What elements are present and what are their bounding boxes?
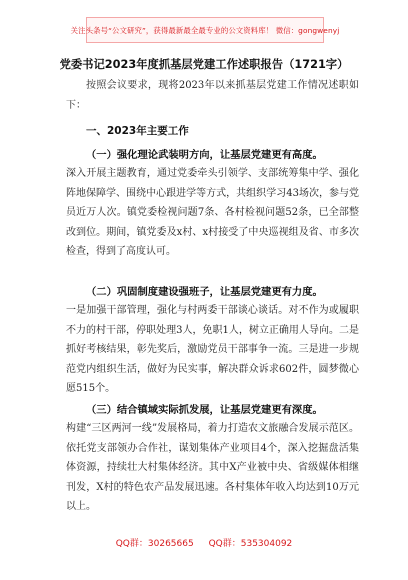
subsection-heading-3: （三）结合镇域实际抓发展，让基层党建更有深度。 — [86, 404, 323, 416]
promo-text: 关注头条号“公文研究”，获得最新最全最专业的公文资料库！ 微信：gongwenyj — [70, 25, 340, 35]
document-title: 党委书记2023年度抓基层党建工作述职报告（1721字） — [59, 58, 349, 71]
subsection-heading-2: （二）巩固制度建设强班子，让基层党建更有力度。 — [86, 286, 323, 298]
subsection-body-3: 构建“三区两河一线”发展格局，着力打造农文旅融合发展示范区。依托党支部领办合作社，谋划集体产业项目4个，深入挖掘盘活集体资源，持续壮大村集体经济。其中X产业被中央、省级媒体相继刊发，X村的特色农产品发展迅速。各村集体年收入均达到10万元以上。 — [66, 423, 359, 512]
qq-group-1: QQ群：30265665 — [115, 539, 194, 549]
subsection-body-2: 一是加强干部管理，强化与村两委干部谈心谈话。对不作为或履职不力的村干部，停职处理3人，免职1人，树立正确用人导向。二是抓好考核结果，彰先奖后，激励党员干部事争一流。三是进一步规范党内组织生活，做好为民实事，解决群众诉求602件，圆梦微心愿515个。 — [66, 305, 359, 394]
intro-paragraph: 按照会议要求，现将2023年以来抓基层党建工作情况述职如下： — [66, 80, 359, 111]
subsection-heading-1: （一）强化理论武装明方向，让基层党建更有高度。 — [86, 149, 323, 161]
qq-group-2: QQ群：535304092 — [208, 539, 293, 549]
footer-contact — [0, 536, 408, 549]
subsection-body-1: 深入开展主题教育，通过党委牵头引领学、支部统筹集中学、强化阵地保障学、围绕中心跟进学等方式，共组织学习43场次，参与党员近万人次。镇党委检视问题7条、各村检视问题52条，已全部整改到位。期间，镇党委及x村、x村接受了中央巡视组及省、市多次检查，得到了高度认可。 — [66, 168, 359, 257]
section-heading: 一、2023年主要工作 — [86, 125, 189, 137]
promo-banner — [70, 17, 340, 43]
